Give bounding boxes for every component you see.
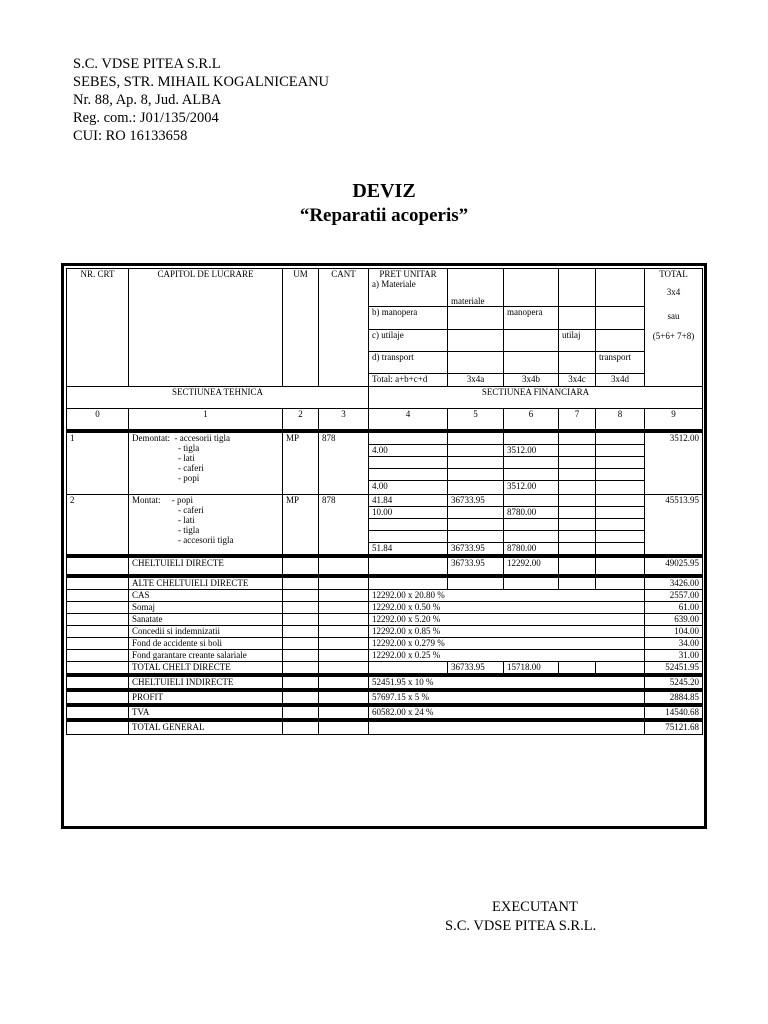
deviz-table: [66, 268, 703, 735]
cell: 15718.00: [504, 662, 559, 676]
list-item: - tigla: [178, 442, 200, 453]
item-title: Montat:: [132, 494, 161, 505]
list-item: - accesorii tigla: [178, 534, 234, 545]
cell: 4.00: [369, 444, 448, 456]
cell: [596, 456, 645, 468]
cell: [559, 468, 596, 480]
header-transport: transport: [596, 352, 645, 374]
cell: 51.84: [369, 542, 448, 556]
cell: 10.00: [369, 506, 448, 518]
row-total: 34.00: [645, 638, 703, 650]
cell: [559, 480, 596, 494]
row-total: 14540.68: [645, 705, 703, 720]
row-formula: 12292.00 x 20.80 %: [369, 590, 645, 602]
col-number: 3: [319, 409, 369, 431]
row-formula: 57697.15 x 5 %: [369, 690, 645, 705]
item-cant: 878: [319, 431, 369, 495]
cell: 36733.95: [448, 556, 504, 576]
cell: 41.84: [369, 494, 448, 506]
cell: 36733.95: [448, 542, 504, 556]
cell: 8780.00: [504, 506, 559, 518]
table-row: [67, 705, 703, 720]
row-total: 61.00: [645, 602, 703, 614]
company-address: SEBES, STR. MIHAIL KOGALNICEANU: [73, 74, 330, 90]
cell: [504, 431, 559, 445]
cell: [369, 431, 448, 445]
company-name: S.C. VDSE PITEA S.R.L: [73, 56, 221, 72]
total-sau: sau: [667, 311, 680, 321]
cell: [504, 494, 559, 506]
cell: [596, 518, 645, 530]
table-row: [67, 662, 703, 676]
cell: 4.00: [369, 480, 448, 494]
row-label: Fond de accidente si boli: [129, 638, 283, 650]
item-title: Demontat:: [132, 432, 170, 443]
cell: [596, 506, 645, 518]
header-um: UM: [283, 269, 319, 387]
table-row: [67, 638, 703, 650]
a-materiale-label: a) Materiale: [372, 279, 416, 289]
row-formula: 12292.00 x 0.50 %: [369, 602, 645, 614]
cell: [559, 530, 596, 542]
header-nr-crt: NR. CRT: [67, 269, 129, 387]
item-total: 3512.00: [645, 431, 703, 495]
formula-8: 3x4d: [596, 374, 645, 387]
row-label: Fond garantare creante salariale: [129, 650, 283, 662]
row-formula: 60582.00 x 24 %: [369, 705, 645, 720]
cell: [504, 456, 559, 468]
row-total: 52451.95: [645, 662, 703, 676]
row-label: TVA: [129, 705, 283, 720]
document-subtitle: “Reparatii acoperis”: [299, 205, 469, 226]
col-number: 1: [129, 409, 283, 431]
row-formula: 12292.00 x 0.25 %: [369, 650, 645, 662]
cell: [559, 444, 596, 456]
row-label: Somaj: [129, 602, 283, 614]
table-row: [67, 576, 703, 590]
formula-7: 3x4c: [559, 374, 596, 387]
row-total: 104.00: [645, 626, 703, 638]
row-label: CHELTUIELI DIRECTE: [129, 556, 283, 576]
row-label: TOTAL GENERAL: [129, 720, 283, 734]
col-number: 9: [645, 409, 703, 431]
cell: [559, 494, 596, 506]
total-label: TOTAL: [659, 269, 688, 279]
cell: [448, 456, 504, 468]
header-pret-unitar: [369, 269, 448, 307]
row-label: CAS: [129, 590, 283, 602]
cell: [448, 480, 504, 494]
cell: [559, 431, 596, 445]
list-item: - lati: [178, 514, 195, 525]
cell: [369, 456, 448, 468]
row-formula: 12292.00 x 5.20 %: [369, 614, 645, 626]
row-formula: 52451.95 x 10 %: [369, 675, 645, 690]
list-item: - popi: [171, 494, 193, 505]
cell: 12292.00: [504, 556, 559, 576]
row-total: 31.00: [645, 650, 703, 662]
item-description: [129, 431, 283, 495]
row-formula: 12292.00 x 0.85 %: [369, 626, 645, 638]
table-row: [67, 590, 703, 602]
col-number: 4: [369, 409, 448, 431]
cell: 3512.00: [504, 480, 559, 494]
header-cant: CANT: [319, 269, 369, 387]
header-materiale: materiale: [448, 269, 504, 307]
cell: [504, 530, 559, 542]
row-label: Sanatate: [129, 614, 283, 626]
item-nr: 2: [67, 494, 129, 556]
col-number: 2: [283, 409, 319, 431]
cell: [369, 518, 448, 530]
sectiunea-tehnica: SECTIUNEA TEHNICA: [67, 387, 369, 409]
item-um: MP: [283, 494, 319, 556]
item-cant: 878: [319, 494, 369, 556]
cell: [596, 542, 645, 556]
executant-label: EXECUTANT: [492, 899, 578, 915]
header-utilaj: utilaj: [559, 330, 596, 352]
cell: 8780.00: [504, 542, 559, 556]
header-total: [645, 269, 703, 387]
cell: [596, 468, 645, 480]
table-row: [67, 614, 703, 626]
table-row: [67, 675, 703, 690]
cell: [559, 518, 596, 530]
company-address-detail: Nr. 88, Ap. 8, Jud. ALBA: [73, 92, 222, 108]
row-total: 5245.20: [645, 675, 703, 690]
cell: [448, 468, 504, 480]
list-item: - accesorii tigla: [174, 432, 230, 443]
cell: 3512.00: [504, 444, 559, 456]
company-info: [73, 55, 329, 145]
cell: 36733.95: [448, 662, 504, 676]
pret-unitar-label: PRET UNITAR: [379, 269, 437, 279]
cell: [369, 530, 448, 542]
cell: [559, 456, 596, 468]
cell: [448, 530, 504, 542]
col-number: 7: [559, 409, 596, 431]
table-row: [67, 494, 703, 506]
list-item: - caferi: [178, 462, 204, 473]
cell: [448, 506, 504, 518]
list-item: - tigla: [178, 524, 200, 535]
cell: [448, 518, 504, 530]
item-description: [129, 494, 283, 556]
b-manopera-label: b) manopera: [369, 307, 448, 330]
d-transport-label: d) transport: [369, 352, 448, 374]
row-formula: 12292.00 x 0.279 %: [369, 638, 645, 650]
row-total: 2884.85: [645, 690, 703, 705]
formula-6: 3x4b: [504, 374, 559, 387]
cell: [559, 506, 596, 518]
row-total: 49025.95: [645, 556, 703, 576]
cell: [596, 431, 645, 445]
cell: [504, 468, 559, 480]
col-number: 8: [596, 409, 645, 431]
company-cui: CUI: RO 16133658: [73, 128, 188, 144]
list-item: - lati: [178, 452, 195, 463]
row-total: 2557.00: [645, 590, 703, 602]
table-row: [67, 431, 703, 445]
table-row: [67, 720, 703, 734]
row-label: CHELTUIELI INDIRECTE: [129, 675, 283, 690]
sectiunea-financiara: SECTIUNEA FINANCIARA: [369, 387, 703, 409]
cell: [596, 530, 645, 542]
item-um: MP: [283, 431, 319, 495]
header-manopera: manopera: [504, 307, 559, 330]
row-label: ALTE CHELTUIELI DIRECTE: [129, 576, 283, 590]
table-row: [67, 690, 703, 705]
list-item: - popi: [178, 472, 200, 483]
cell: 36733.95: [448, 494, 504, 506]
executant-company: S.C. VDSE PITEA S.R.L.: [445, 918, 597, 934]
cell: [448, 431, 504, 445]
col-number: 0: [67, 409, 129, 431]
total-abcd-label: Total: a+b+c+d: [369, 374, 448, 387]
total-3x4: 3x4: [666, 287, 681, 297]
table-row: [67, 556, 703, 576]
row-total: 75121.68: [645, 720, 703, 734]
row-label: Concedii si indemnizatii: [129, 626, 283, 638]
item-total: 45513.95: [645, 494, 703, 556]
list-item: - caferi: [178, 504, 204, 515]
cell: [369, 468, 448, 480]
header-capitol: CAPITOL DE LUCRARE: [129, 269, 283, 387]
formula-5: 3x4a: [448, 374, 504, 387]
cell: [596, 494, 645, 506]
row-label: PROFIT: [129, 690, 283, 705]
cell: [559, 542, 596, 556]
cell: [504, 518, 559, 530]
company-reg-com: Reg. com.: J01/135/2004: [73, 110, 219, 126]
cell: [596, 444, 645, 456]
row-total: 3426.00: [645, 576, 703, 590]
row-total: 639.00: [645, 614, 703, 626]
c-utilaje-label: c) utilaje: [369, 330, 448, 352]
col-number: 5: [448, 409, 504, 431]
table-row: [67, 650, 703, 662]
item-nr: 1: [67, 431, 129, 495]
table-row: [67, 626, 703, 638]
document-title: DEVIZ: [352, 180, 416, 202]
cell: [448, 444, 504, 456]
total-formula: (5+6+ 7+8): [652, 331, 695, 341]
cell: [596, 480, 645, 494]
col-number: 6: [504, 409, 559, 431]
row-label: TOTAL CHELT DIRECTE: [129, 662, 283, 676]
table-row: [67, 602, 703, 614]
